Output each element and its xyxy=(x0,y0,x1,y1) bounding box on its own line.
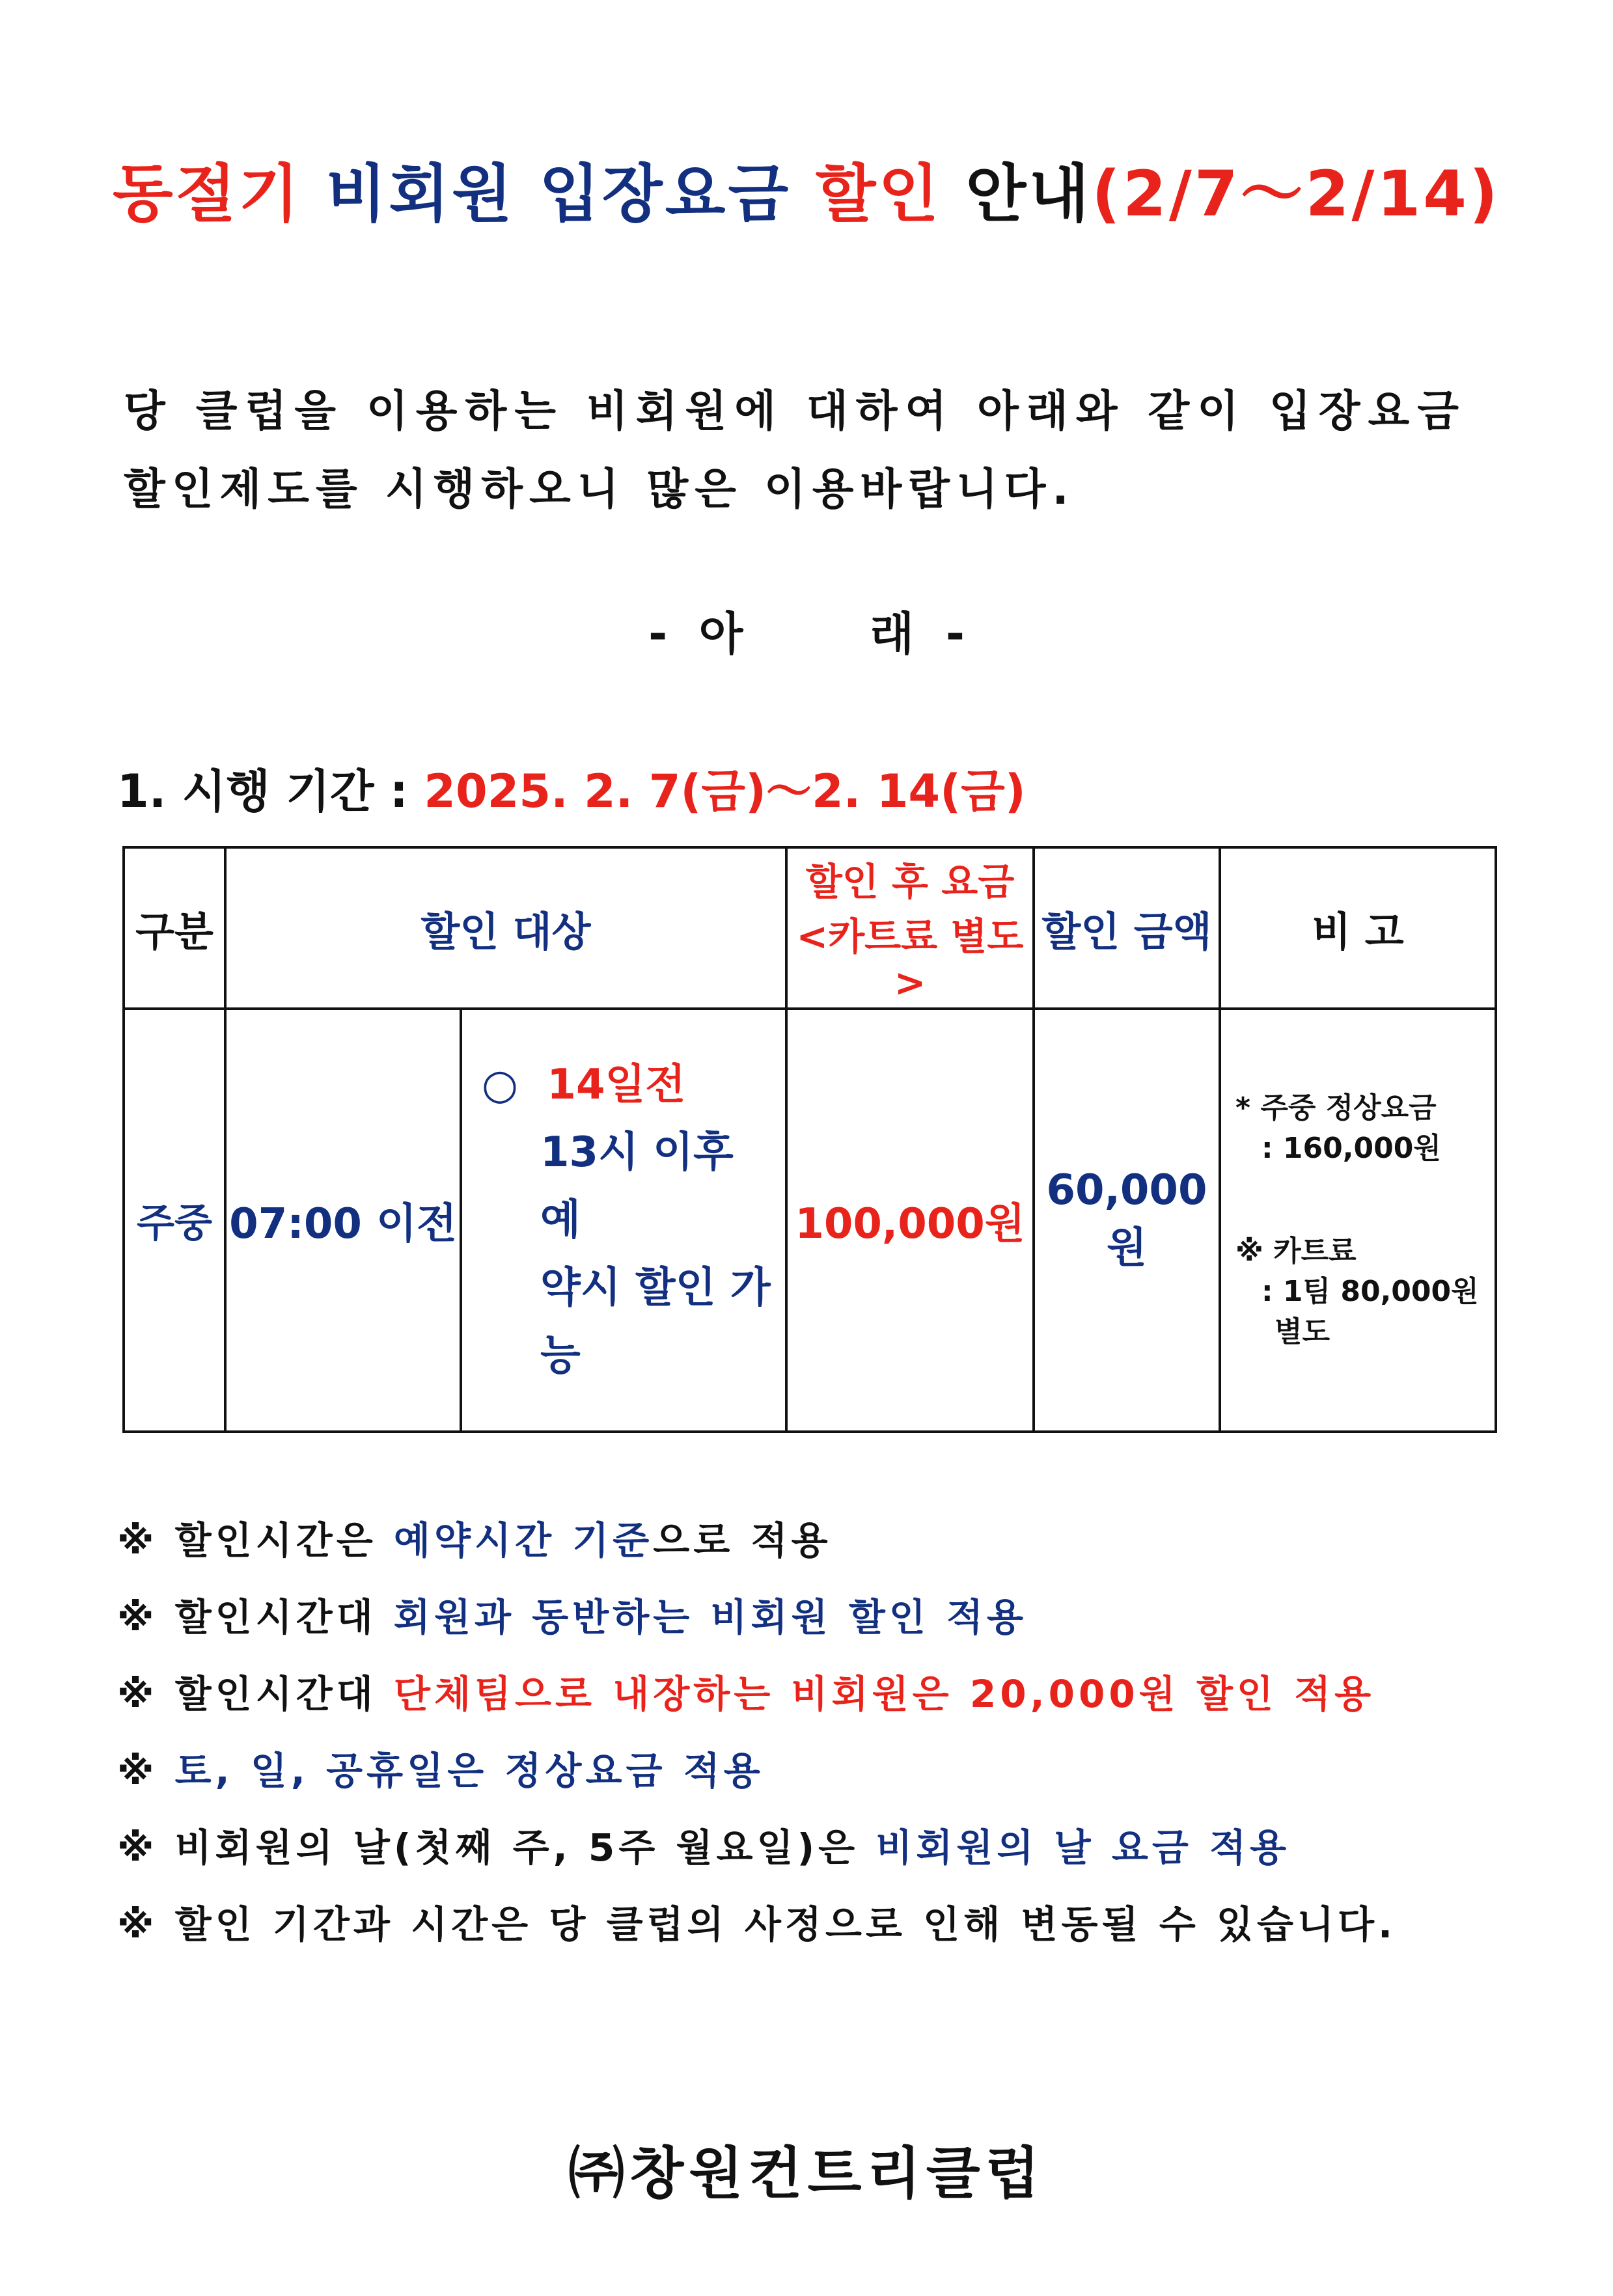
bullet-circle: ○ xyxy=(482,1061,518,1109)
note-6 xyxy=(117,1894,1396,1948)
note-3-prefix: ※ 할인시간대 xyxy=(117,1672,394,1716)
title-notice: 안내 xyxy=(965,157,1092,230)
note-4-highlight: 토, 일, 공휴일은 정상요금 적용 xyxy=(174,1749,764,1793)
note-4-prefix: ※ xyxy=(117,1749,175,1793)
cell-remarks xyxy=(1220,1009,1496,1432)
header-target: 할인 대상 xyxy=(225,847,786,1009)
note-2-highlight: 회원과 동반하는 비회원 할인 적용 xyxy=(393,1595,1028,1639)
remark-2-line-2: : 1팀 80,000원 xyxy=(1261,1275,1479,1308)
note-5-prefix: ※ 비회원의 날(첫째 주, 5주 월요일)은 xyxy=(117,1825,876,1870)
cell-time: 07:00 이전 xyxy=(225,1009,461,1432)
remark-2-line-3: 별도 xyxy=(1275,1315,1330,1348)
title-dates: (2/7～2/14) xyxy=(1092,157,1500,230)
note-5-highlight: 비회원의 날 요금 적용 xyxy=(875,1825,1291,1870)
header-remarks: 비 고 xyxy=(1220,847,1496,1009)
header-discount: 할인 금액 xyxy=(1034,847,1220,1009)
period-value: 2025. 2. 7(금)～2. 14(금) xyxy=(424,765,1026,818)
period-label: 1. 시행 기간 : xyxy=(117,765,424,818)
header-price-line2: <카트료 별도> xyxy=(796,914,1024,1005)
note-3-highlight: 단체팀으로 내장하는 비회원은 20,000원 할인 적용 xyxy=(393,1672,1375,1716)
page-title xyxy=(0,144,1613,234)
note-1-highlight: 예약시간 기준 xyxy=(393,1518,654,1563)
cell-category: 주중 xyxy=(124,1009,225,1432)
note-1 xyxy=(117,1510,832,1565)
note-3 xyxy=(117,1663,1375,1718)
remark-1-line-2: : 160,000원 xyxy=(1261,1132,1441,1165)
intro-line-1: 당 클럽을 이용하는 비회원에 대하여 아래와 같이 입장요금 xyxy=(124,386,1467,436)
section-marker: - 아 래 - xyxy=(648,607,965,661)
cell-detail xyxy=(461,1009,786,1432)
header-category: 구분 xyxy=(124,847,225,1009)
title-subject: 비회원 입장요금 xyxy=(325,157,792,230)
intro-line-2: 할인제도를 시행하오니 많은 이용바랍니다. xyxy=(124,464,1075,514)
note-2-prefix: ※ 할인시간대 xyxy=(117,1595,394,1639)
cell-price: 100,000원 xyxy=(786,1009,1034,1432)
detail-line-1: 14일전 xyxy=(547,1061,686,1109)
table-header-row xyxy=(124,847,1496,1009)
discount-table xyxy=(122,846,1497,1433)
title-discount: 할인 xyxy=(815,157,942,230)
detail-line-3: 약시 할인 가능 xyxy=(540,1264,771,1380)
detail-line-2: 13시 이후 예 xyxy=(540,1128,734,1244)
header-price-line1: 할인 후 요금 xyxy=(805,860,1015,904)
table-row xyxy=(124,1009,1496,1432)
note-4 xyxy=(117,1740,764,1795)
note-6-prefix: ※ 할인 기간과 시간은 당 클럽의 사정으로 인해 변동될 수 있습니다. xyxy=(117,1902,1397,1947)
period-line xyxy=(117,755,1026,821)
company-name: ㈜창원컨트리클럽 xyxy=(568,2141,1045,2206)
note-1-prefix: ※ 할인시간은 xyxy=(117,1518,394,1563)
remark-2-line-1: ※ 카트료 xyxy=(1235,1235,1357,1268)
remark-1-line-1: * 주중 정상요금 xyxy=(1235,1091,1437,1125)
note-2 xyxy=(117,1587,1027,1641)
note-1-suffix: 으로 적용 xyxy=(653,1518,832,1563)
header-price xyxy=(786,847,1034,1009)
note-5 xyxy=(117,1817,1290,1872)
title-season: 동절기 xyxy=(113,157,302,230)
cell-discount: 60,000원 xyxy=(1034,1009,1220,1432)
